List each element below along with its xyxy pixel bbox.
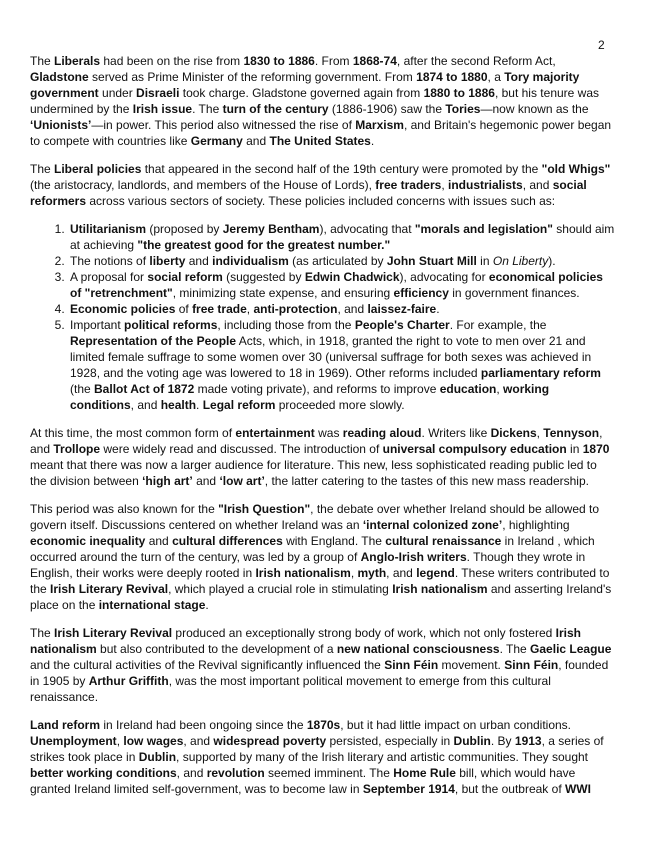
text-run: (as articulated by — [288, 254, 387, 268]
text-run: with England. The — [282, 534, 386, 548]
text-run: , the debate over whether Ireland should be allowed to govern itself. Discussions centered on whether Ireland was an — [30, 502, 600, 532]
bold-text: legend — [416, 566, 455, 580]
text-run: bill, which would have granted Ireland limited self-government, was to become law in — [30, 766, 576, 796]
bold-text: Tennyson — [543, 426, 600, 440]
text-run: Acts, which, in 1918, granted the right to vote to men over 21 and limited female suffrage to some women over 30 (universal suffrage for both sexes was achieved in 1928, and the voting age was lowered to 18 in 1969). Other reforms included — [70, 334, 592, 380]
bold-text: 1880 to 1886 — [423, 86, 495, 100]
text-run: (suggested by — [222, 270, 305, 284]
text-run: that appeared in the second half of the 19th century were promoted by the — [141, 162, 542, 176]
bold-text: revolution — [206, 766, 265, 780]
bold-text: Land reform — [30, 718, 101, 732]
bold-text: reading aloud — [342, 426, 422, 440]
text-run: meant that there was now a larger audience for literature. This new, less sophisticated reading public led to the division between — [30, 458, 597, 488]
text-run: movement. — [438, 658, 505, 672]
bold-text: individualism — [212, 254, 289, 268]
bold-text: Representation of the People — [70, 334, 237, 348]
bold-text: parliamentary reform — [480, 366, 601, 380]
bold-text: universal compulsory education — [382, 442, 567, 456]
text-run: . By — [490, 734, 515, 748]
text-run: , — [441, 178, 448, 192]
bold-text: 1913 — [514, 734, 542, 748]
text-run: The — [30, 54, 55, 68]
text-run: , minimizing state expense, and ensuring — [172, 286, 394, 300]
text-run: . For example, the — [449, 318, 547, 332]
text-run: . — [196, 398, 203, 412]
text-run: , and Britain's hegemonic power began to compete with countries like — [30, 118, 612, 148]
bold-text: working conditions — [70, 382, 550, 412]
paragraph-liberals — [30, 53, 615, 149]
bold-text: free traders — [375, 178, 442, 192]
list-item — [68, 269, 615, 301]
text-run: , — [246, 302, 254, 316]
text-run: ), advocating for — [399, 270, 489, 284]
text-run: produced an exceptionally strong body of work, which not only fostered — [172, 626, 556, 640]
bold-text: Tories — [445, 102, 481, 116]
bold-text: education — [439, 382, 497, 396]
bold-text: Sinn Féin — [384, 658, 439, 672]
bold-text: The United States — [269, 134, 371, 148]
text-run: served as Prime Minister of the reforming government. From — [88, 70, 417, 84]
bold-text: Irish Literary Revival — [50, 582, 169, 596]
italic-text: On Liberty — [492, 254, 549, 268]
text-run: and — [192, 474, 220, 488]
bold-text: Anglo-Irish writers — [360, 550, 467, 564]
paragraph-literary-revival — [30, 625, 615, 705]
text-run: . The — [192, 102, 223, 116]
bold-text: Ballot Act of 1872 — [94, 382, 195, 396]
bold-text: Irish nationalism — [392, 582, 488, 596]
bold-text: laissez-faire — [367, 302, 437, 316]
text-run: , which played a crucial role in stimulating — [168, 582, 393, 596]
bold-text: Dublin — [453, 734, 491, 748]
text-run: . From — [314, 54, 353, 68]
text-run: but also contributed to the development of a — [96, 642, 337, 656]
text-run: . Writers like — [421, 426, 491, 440]
bold-text: free trade — [192, 302, 247, 316]
paragraphs-before-list — [30, 53, 615, 209]
bold-text: "the greatest good for the greatest number." — [137, 238, 391, 252]
bold-text: entertainment — [235, 426, 315, 440]
bold-text: Gladstone — [30, 70, 89, 84]
text-run: , but it had little impact on urban conditions. — [340, 718, 572, 732]
bold-text: Utilitarianism — [70, 222, 147, 236]
text-run: , and — [386, 566, 417, 580]
text-run: (1886-1906) saw the — [328, 102, 446, 116]
text-run: . Though they wrote in English, their works were deeply rooted in — [30, 550, 586, 580]
text-run: in — [476, 254, 493, 268]
bold-text: Disraeli — [136, 86, 180, 100]
bold-text: ‘low art’ — [219, 474, 265, 488]
bold-text: Sinn Féin — [504, 658, 559, 672]
bold-text: efficiency — [393, 286, 449, 300]
text-run: of — [175, 302, 193, 316]
text-run: ), advocating that — [319, 222, 415, 236]
page-number: 2 — [598, 38, 605, 52]
bold-text: industrialists — [448, 178, 523, 192]
text-run: in Ireland , which occurred around the turn of the century, was led by a group of — [30, 534, 595, 564]
text-run: , but the outbreak of — [454, 782, 565, 796]
text-run: had been on the rise from — [100, 54, 244, 68]
bold-text: economical policies of "retrenchment" — [70, 270, 603, 300]
text-run: Important — [70, 318, 125, 332]
text-run: ). — [548, 254, 556, 268]
liberal-policies-list — [30, 221, 615, 413]
bold-text: liberty — [149, 254, 186, 268]
bold-text: low wages — [123, 734, 184, 748]
text-run: —in power. This period also witnessed the rise of — [91, 118, 356, 132]
text-run: (the — [70, 382, 95, 396]
text-run: At this time, the most common form of — [30, 426, 236, 440]
text-run: , highlighting — [502, 518, 570, 532]
bold-text: Edwin Chadwick — [304, 270, 400, 284]
list-item — [68, 317, 615, 413]
text-run: The — [30, 626, 55, 640]
bold-text: John Stuart Mill — [386, 254, 477, 268]
bold-text: ‘internal colonized zone’ — [362, 518, 503, 532]
text-run: made voting private), and reforms to improve — [194, 382, 440, 396]
bold-text: ‘Unionists’ — [30, 118, 92, 132]
text-run: , a series of strikes took place in — [30, 734, 604, 764]
bold-text: Germany — [190, 134, 243, 148]
text-run: This period was also known for the — [30, 502, 219, 516]
text-run: proceeded more slowly. — [275, 398, 405, 412]
text-run: , and — [522, 178, 553, 192]
text-run: and asserting Ireland's place on the — [30, 582, 612, 612]
bold-text: People's Charter — [354, 318, 450, 332]
text-run: , and — [176, 766, 207, 780]
bold-text: Legal reform — [202, 398, 276, 412]
paragraph-liberal-policies — [30, 161, 615, 209]
bold-text: Liberals — [54, 54, 101, 68]
text-run: and — [242, 134, 270, 148]
bold-text: Home Rule — [393, 766, 456, 780]
bold-text: Arthur Griffith — [88, 674, 169, 688]
text-run: (proposed by — [146, 222, 223, 236]
text-run: , supported by many of the Irish literary and artistic communities. They sought — [176, 750, 589, 764]
bold-text: Dickens — [490, 426, 537, 440]
list-item — [68, 253, 615, 269]
bold-text: better working conditions — [30, 766, 177, 780]
bold-text: political reforms — [124, 318, 218, 332]
text-run: (the aristocracy, landlords, and members of the House of Lords), — [30, 178, 376, 192]
bold-text: Trollope — [53, 442, 101, 456]
text-run: . These writers contributed to the — [30, 566, 610, 596]
bold-text: Jeremy Bentham — [222, 222, 320, 236]
bold-text: Irish nationalism — [30, 626, 581, 656]
text-run: . The — [499, 642, 531, 656]
text-run: , a — [487, 70, 505, 84]
bold-text: WWI — [564, 782, 591, 796]
text-run: . — [205, 598, 209, 612]
text-run: under — [98, 86, 137, 100]
bold-text: anti-protection — [253, 302, 338, 316]
bold-text: economic inequality — [30, 534, 146, 548]
bold-text: 1870 — [582, 442, 610, 456]
text-run: persisted, especially in — [326, 734, 454, 748]
bold-text: Dublin — [138, 750, 177, 764]
bold-text: international stage — [98, 598, 206, 612]
bold-text: turn of the century — [222, 102, 329, 116]
text-run: , including those from the — [217, 318, 355, 332]
text-run: and — [185, 254, 213, 268]
bold-text: myth — [357, 566, 387, 580]
bold-text: social reform — [147, 270, 223, 284]
bold-text: 1870s — [306, 718, 341, 732]
bold-text: Irish Literary Revival — [54, 626, 173, 640]
text-run: , was the most important political movement to emerge from this cultural renaissance. — [30, 674, 551, 704]
bold-text: "morals and legislation" — [414, 222, 553, 236]
text-run: The — [30, 162, 55, 176]
text-run: was — [314, 426, 343, 440]
text-run: took charge. Gladstone governed again from — [179, 86, 424, 100]
text-run: , founded in 1905 by — [30, 658, 609, 688]
bold-text: "old Whigs" — [541, 162, 611, 176]
text-run: , — [116, 734, 124, 748]
text-run: , the latter catering to the tastes of this new mass readership. — [264, 474, 589, 488]
text-run: , — [496, 382, 504, 396]
bold-text: 1830 to 1886 — [243, 54, 315, 68]
text-run: A proposal for — [70, 270, 148, 284]
bold-text: Marxism — [355, 118, 404, 132]
text-run: across various sectors of society. These policies included concerns with issues such as: — [86, 194, 556, 208]
bold-text: Tory majority government — [30, 70, 580, 100]
text-run: , after the second Reform Act, — [396, 54, 556, 68]
text-run: The notions of — [70, 254, 150, 268]
text-run: , and — [183, 734, 214, 748]
bold-text: Economic policies — [70, 302, 176, 316]
bold-text: cultural differences — [172, 534, 283, 548]
text-run: . — [436, 302, 440, 316]
text-run: should aim at achieving — [70, 222, 615, 252]
text-run: in government finances. — [448, 286, 580, 300]
text-run: —now known as the — [480, 102, 589, 116]
text-run: , and — [30, 426, 603, 456]
bold-text: September 1914 — [362, 782, 455, 796]
list-item — [68, 221, 615, 253]
bold-text: Unemployment — [30, 734, 117, 748]
text-run: , — [536, 426, 544, 440]
bold-text: ‘high art’ — [142, 474, 193, 488]
bold-text: 1874 to 1880 — [416, 70, 488, 84]
text-run: , but his tenure was undermined by the — [30, 86, 600, 116]
bold-text: cultural renaissance — [385, 534, 502, 548]
bold-text: health — [160, 398, 197, 412]
bold-text: Liberal policies — [54, 162, 142, 176]
text-run: seemed imminent. The — [264, 766, 394, 780]
bold-text: 1868-74 — [352, 54, 397, 68]
paragraphs-after-list — [30, 425, 615, 797]
bold-text: Irish nationalism — [255, 566, 351, 580]
bold-text: social reformers — [30, 178, 587, 208]
bold-text: Gaelic League — [530, 642, 612, 656]
bold-text: new national consciousness — [336, 642, 500, 656]
bold-text: widespread poverty — [213, 734, 327, 748]
paragraph-irish-question — [30, 501, 615, 613]
text-run: , — [350, 566, 358, 580]
bold-text: Irish issue — [132, 102, 193, 116]
text-run: were widely read and discussed. The introduction of — [100, 442, 383, 456]
text-run: in Ireland had been ongoing since the — [100, 718, 307, 732]
text-run: and the cultural activities of the Revival significantly influenced the — [30, 658, 385, 672]
paragraph-entertainment — [30, 425, 615, 489]
paragraph-land-reform — [30, 717, 615, 797]
text-run: , and — [337, 302, 368, 316]
text-run: , and — [130, 398, 161, 412]
text-run: in — [566, 442, 583, 456]
text-run: and — [145, 534, 173, 548]
bold-text: "Irish Question" — [218, 502, 311, 516]
list-item — [68, 301, 615, 317]
document-body — [30, 53, 615, 809]
text-run: . — [370, 134, 375, 148]
